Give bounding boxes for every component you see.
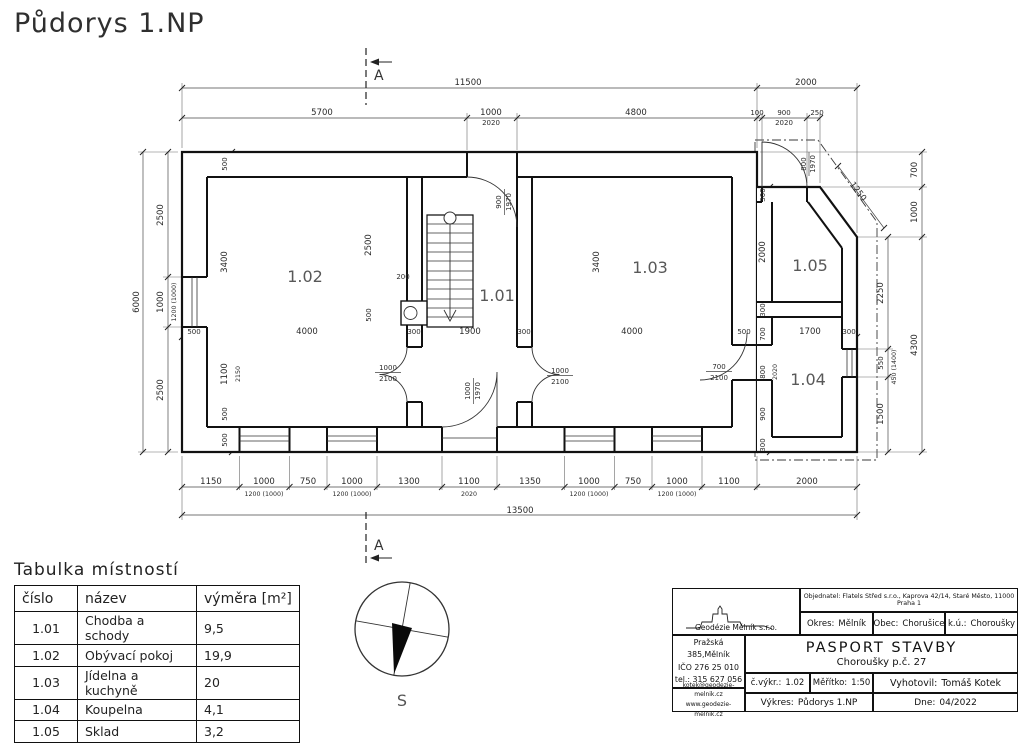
company-contact-cell — [672, 681, 745, 718]
dim-label: 13500 — [506, 506, 534, 516]
dim-label: 800 — [759, 365, 767, 379]
municipality-label: Obec: — [873, 618, 899, 629]
col-header-number: číslo — [15, 586, 78, 612]
dim-label: 900 — [777, 109, 791, 117]
room-name: Sklad — [78, 721, 197, 743]
dim-label: 5700 — [311, 108, 333, 118]
room-label-1-02: 1.02 — [287, 267, 323, 286]
section-label-top: A — [374, 68, 384, 84]
col-header-name: název — [78, 586, 197, 612]
dim-label: 1000 — [253, 477, 275, 487]
col-header-area: výměra [m²] — [197, 586, 300, 612]
dim-label: 1900 — [459, 327, 481, 337]
dim-label: 2000 — [758, 241, 768, 263]
dim-label: 2000 — [795, 78, 817, 88]
district-label: Okres: — [806, 618, 835, 629]
chimney-fixture — [401, 301, 427, 325]
dim-label: 1000 — [578, 477, 600, 487]
author-label: Vyhotovil: — [889, 677, 938, 689]
project-name: PASPORT STAVBY — [805, 640, 958, 656]
drawing-title-label: Výkres: — [760, 697, 794, 708]
address-line: tel.: 315 627 056 — [674, 674, 743, 684]
room-area: 4,1 — [197, 699, 300, 721]
dim-sublabel: 1200 (1000) — [244, 491, 284, 498]
dim-sublabel: 1200 (1000) — [171, 282, 178, 322]
dim-label: 900 — [759, 407, 767, 421]
dim-label: 700 — [910, 161, 920, 179]
room-number: 1.05 — [15, 721, 78, 743]
table-row — [15, 645, 300, 667]
dim-label: 4000 — [621, 327, 643, 337]
address-line: IČO 276 25 010 — [677, 662, 739, 672]
dim-label: 700 — [759, 327, 767, 341]
client-cell — [800, 588, 1018, 612]
door-size-label: 800 — [800, 157, 808, 171]
door-size-label: 1000 — [551, 367, 569, 375]
dim-label: 100 — [750, 109, 764, 117]
door-size-label: 2100 — [710, 374, 728, 382]
dim-label: 300 — [407, 328, 421, 336]
door-size-label: 1970 — [809, 155, 817, 173]
dim-label: 1300 — [398, 477, 420, 487]
district-value: Mělník — [838, 618, 867, 629]
room-number: 1.02 — [15, 645, 78, 667]
cadastre-value: Choroušky — [970, 618, 1016, 629]
room-table-title: Tabulka místností — [14, 560, 179, 580]
client-text: Objednatel: Flatels Střed s.r.o., Kaprova 42/14, Staré Město, 11000 Praha 1 — [803, 593, 1015, 607]
door-size-label: 2100 — [551, 378, 569, 386]
dim-label: 11500 — [454, 78, 482, 88]
table-row — [15, 721, 300, 743]
municipality-cell — [873, 612, 945, 635]
dim-sublabel: 1200 (1000) — [332, 491, 372, 498]
table-header-row — [15, 586, 300, 612]
dim-label: 1100 — [458, 477, 480, 487]
room-label-1-01: 1.01 — [479, 286, 515, 305]
dim-label: 750 — [624, 477, 642, 487]
dim-label: 1000 — [480, 108, 502, 118]
room-area: 19,9 — [197, 645, 300, 667]
drawing-title-value: Půdorys 1.NP — [797, 697, 858, 708]
scale-value: 1:50 — [851, 678, 871, 688]
compass-south-label: S — [396, 691, 408, 710]
cadastre-cell — [945, 612, 1018, 635]
door-size-label: 1970 — [474, 382, 482, 400]
dim-label: 500 — [737, 328, 751, 336]
project-location: Choroušky p.č. 27 — [836, 657, 927, 668]
drawing-number-value: 1.02 — [785, 678, 805, 688]
cadastre-label: k.ú.: — [947, 618, 967, 629]
table-row — [15, 612, 300, 645]
dim-label: 6000 — [132, 291, 142, 313]
dim-label: 1000 — [910, 201, 920, 223]
section-label-bottom: A — [374, 538, 384, 554]
dim-label: 1700 — [799, 327, 821, 337]
drawing-number-cell — [745, 673, 810, 693]
author-cell — [873, 673, 1018, 693]
dim-label: 2500 — [156, 204, 166, 226]
dim-label: 1500 — [876, 403, 886, 425]
dim-sublabel: 450 (1400) — [891, 349, 898, 385]
compass-rose — [345, 572, 460, 718]
dim-label: 4000 — [296, 327, 318, 337]
staircase — [427, 212, 473, 327]
room-label-1-05: 1.05 — [792, 256, 828, 275]
stair-start-marker — [444, 212, 456, 224]
room-area: 9,5 — [197, 612, 300, 645]
dim-label: 500 — [187, 328, 201, 336]
dim-label: 300 — [517, 328, 531, 336]
dim-label: 750 — [299, 477, 317, 487]
dim-sublabel: 1200 (1000) — [657, 491, 697, 498]
dim-label: 3400 — [592, 251, 602, 273]
room-name: Chodba a schody — [78, 612, 197, 645]
drawing-number-label: č.výkr.: — [750, 678, 782, 688]
dim-label: 1000 — [666, 477, 688, 487]
door-size-label: 900 — [495, 195, 503, 209]
dim-label: 300 — [759, 188, 767, 202]
date-label: Dne: — [914, 697, 936, 708]
compass-svg — [345, 572, 460, 714]
dim-label: 300 — [842, 328, 856, 336]
dim-label: 500 — [221, 433, 229, 447]
room-name: Koupelna — [78, 699, 197, 721]
company-email: kotek@geodezie-melnik.cz — [682, 681, 735, 699]
door-size-label: 1000 — [379, 364, 397, 372]
dim-sublabel: 1200 (1000) — [569, 491, 609, 498]
door-size-label: 2100 — [379, 375, 397, 383]
municipality-value: Chorušice — [902, 618, 945, 629]
dim-label: 2250 — [876, 282, 886, 304]
dim-sublabel: 2020 — [775, 119, 793, 127]
company-web: www.geodezie-melnik.cz — [685, 701, 732, 718]
dim-label: 4300 — [910, 334, 920, 356]
title-block — [672, 588, 1018, 718]
dim-sublabel: 2020 — [772, 363, 779, 381]
date-cell — [873, 693, 1018, 712]
room-table — [14, 560, 300, 743]
dim-label: 300 — [759, 438, 767, 452]
dim-label: 2500 — [364, 234, 374, 256]
dim-label: 500 — [221, 157, 229, 171]
dim-sublabel: 2150 — [235, 365, 242, 383]
dim-label: 1350 — [519, 477, 541, 487]
room-number: 1.04 — [15, 699, 78, 721]
company-name: Geodézie Mělník s.r.o. — [694, 623, 778, 632]
dim-label: 2500 — [156, 379, 166, 401]
date-value: 04/2022 — [939, 697, 977, 708]
dim-label: 500 — [365, 308, 373, 322]
room-area: 20 — [197, 666, 300, 699]
dim-label: 1000 — [156, 291, 166, 313]
table-row — [15, 699, 300, 721]
dim-label: 250 — [810, 109, 824, 117]
room-name: Jídelna a kuchyně — [78, 666, 197, 699]
dim-sublabel: 2020 — [460, 491, 478, 498]
room-label-1-04: 1.04 — [790, 370, 826, 389]
dim-label: 2000 — [796, 477, 818, 487]
district-cell — [800, 612, 873, 635]
door-size-label: 1970 — [505, 193, 513, 211]
table-row — [15, 666, 300, 699]
dim-label: 500 — [221, 407, 229, 421]
door-size-label: 700 — [712, 363, 726, 371]
dim-label: 1250 — [847, 180, 869, 204]
dim-label: 1150 — [200, 477, 222, 487]
room-area: 3,2 — [197, 721, 300, 743]
room-table-grid — [14, 585, 300, 743]
address-line: Pražská 385,Mělník — [687, 638, 730, 660]
dim-label: 4800 — [625, 108, 647, 118]
section-arrow-top — [370, 59, 379, 66]
scale-cell — [810, 673, 873, 693]
room-name: Obývací pokoj — [78, 645, 197, 667]
author-value: Tomáš Kotek — [941, 677, 1002, 689]
page-title: Půdorys 1.NP — [14, 8, 205, 39]
dim-label: 550 — [877, 356, 885, 370]
room-number: 1.01 — [15, 612, 78, 645]
dim-label: 1100 — [220, 363, 230, 385]
dim-label: 1100 — [718, 477, 740, 487]
section-arrow-bottom — [370, 555, 379, 562]
dim-label: 200 — [396, 273, 410, 281]
company-logo-cell — [672, 588, 800, 635]
project-title-cell — [745, 635, 1018, 673]
room-label-1-03: 1.03 — [632, 258, 668, 277]
scale-label: Měřítko: — [812, 678, 848, 688]
drawing-title-cell — [745, 693, 873, 712]
door-size-label: 1000 — [464, 382, 472, 400]
dim-label: 1000 — [341, 477, 363, 487]
room-number: 1.03 — [15, 666, 78, 699]
dim-sublabel: 2020 — [482, 119, 500, 127]
compass-needle — [392, 623, 412, 674]
dim-label: 3400 — [220, 251, 230, 273]
dim-label: 300 — [759, 303, 767, 317]
